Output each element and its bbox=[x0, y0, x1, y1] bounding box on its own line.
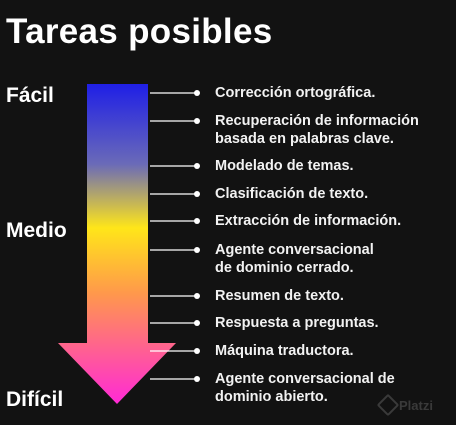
connector-lines bbox=[150, 90, 200, 382]
connector-dot bbox=[194, 320, 200, 326]
task-item bbox=[215, 287, 344, 305]
task-item bbox=[215, 241, 374, 277]
connector-dot bbox=[194, 118, 200, 124]
task-text-line1: Clasificación de texto. bbox=[215, 186, 369, 202]
gradient-arrow bbox=[58, 84, 176, 404]
connector-dot bbox=[194, 293, 200, 299]
task-item bbox=[215, 342, 354, 360]
task-text-line1: Respuesta a preguntas. bbox=[215, 315, 379, 331]
level-label-easy: Fácil bbox=[6, 84, 54, 107]
connector-dot bbox=[194, 218, 200, 224]
task-text-line1: Corrección ortográfica. bbox=[215, 85, 376, 101]
task-item bbox=[215, 112, 419, 148]
level-label-hard: Difícil bbox=[6, 388, 64, 411]
task-text-line1: Agente conversacional bbox=[215, 242, 374, 258]
task-item bbox=[215, 212, 401, 230]
task-text-line1: Resumen de texto. bbox=[215, 288, 344, 304]
task-text-line1: Extracción de información. bbox=[215, 213, 402, 229]
task-item bbox=[215, 84, 375, 102]
platzi-watermark bbox=[380, 397, 433, 413]
watermark-text: Platzi bbox=[399, 397, 433, 413]
task-text-line2: dominio abierto. bbox=[215, 389, 328, 405]
connector-dot bbox=[194, 163, 200, 169]
connector-dot bbox=[194, 376, 200, 382]
task-item bbox=[215, 314, 379, 332]
task-item bbox=[215, 370, 395, 406]
level-label-medium: Medio bbox=[6, 219, 67, 242]
connector-dot bbox=[194, 348, 200, 354]
task-text-line1: Agente conversacional de bbox=[215, 371, 395, 387]
task-text-line1: Recuperación de información bbox=[215, 113, 419, 129]
connector-dot bbox=[194, 191, 200, 197]
task-item bbox=[215, 157, 354, 175]
task-item bbox=[215, 185, 368, 203]
platzi-logo-icon bbox=[377, 394, 400, 417]
task-text-line2: de dominio cerrado. bbox=[215, 260, 354, 276]
task-text-line1: Modelado de temas. bbox=[215, 158, 354, 174]
connector-dot bbox=[194, 90, 200, 96]
connector-dot bbox=[194, 247, 200, 253]
page-title: Tareas posibles bbox=[6, 12, 273, 51]
task-text-line2: basada en palabras clave. bbox=[215, 131, 394, 147]
task-text-line1: Máquina traductora. bbox=[215, 343, 354, 359]
